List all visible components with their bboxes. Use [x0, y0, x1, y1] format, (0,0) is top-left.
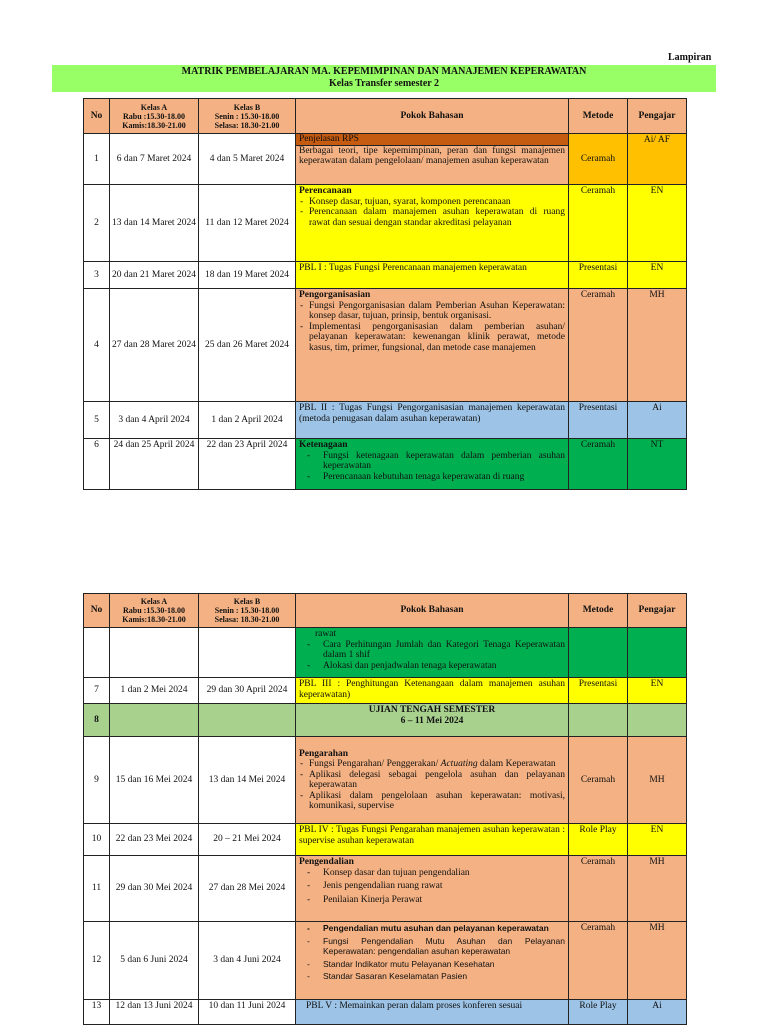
row-kelas-b — [199, 704, 296, 737]
list-item: - Aplikasi dalam pengelolaan asuhan keperawatan: motivasi, komunikasi, supervise — [307, 791, 565, 812]
schedule-table-page-2 — [83, 593, 687, 1025]
table-row — [84, 737, 687, 824]
kelas-b-time-1: Senin : 15.30-18.00 — [214, 606, 280, 615]
row-kelas-b: 29 dan 30 April 2024 — [199, 678, 296, 704]
row-no: 13 — [84, 1000, 110, 1025]
row-kelas-a: 20 dan 21 Maret 2024 — [110, 262, 199, 289]
kelas-a-time-1: Rabu :15.30-18.00 — [122, 606, 185, 615]
row-kelas-a: 15 dan 16 Mei 2024 — [110, 737, 199, 824]
schedule-table-page-1 — [83, 98, 687, 490]
row-no: 12 — [84, 922, 110, 1000]
row-pengajar: Ai — [628, 1000, 687, 1025]
row-metode: Presentasi — [569, 402, 628, 439]
row-pokok-bahasan — [296, 856, 569, 922]
row-pokok-bahasan — [296, 628, 569, 678]
row-no: 9 — [84, 737, 110, 824]
table-row — [84, 824, 687, 856]
row-kelas-b: 1 dan 2 April 2024 — [199, 402, 296, 439]
exam-date: 6 – 11 Mei 2024 — [400, 715, 464, 726]
row-kelas-a — [110, 628, 199, 678]
row-pokok-bahasan: PBL V : Memainkan peran dalam proses konferen sesuai — [296, 1000, 569, 1025]
list-item: - Alokasi dan penjadwalan tenaga keperawatan — [307, 661, 565, 672]
row-no: 10 — [84, 824, 110, 856]
topic-heading: Pengarahan — [299, 748, 349, 759]
list-item: - Perencanaan kebutuhan tenaga keperawatan di ruang — [307, 472, 565, 483]
row-no: 3 — [84, 262, 110, 289]
list-item: - Jenis pengendalian ruang rawat — [307, 881, 565, 892]
list-item: - Perencanaan dalam manajemen asuhan keperawatan di ruang rawat dan sesuai dengan standar akreditasi pelayanan — [307, 207, 565, 228]
row-pokok-bahasan — [296, 922, 569, 1000]
row-kelas-a: 13 dan 14 Maret 2024 — [110, 185, 199, 262]
row-pengajar: MH — [628, 922, 687, 1000]
header-pokok-bahasan: Pokok Bahasan — [296, 594, 569, 628]
row-pokok-bahasan — [296, 185, 569, 262]
row-metode: Ceramah — [569, 737, 628, 824]
row-metode: Role Play — [569, 824, 628, 856]
exam-title: UJIAN TENGAH SEMESTER — [368, 705, 496, 715]
header-metode: Metode — [569, 99, 628, 134]
list-item: - Fungsi ketenagaan keperawatan dalam pemberian asuhan keperawatan — [307, 451, 565, 472]
row-kelas-a: 5 dan 6 Juni 2024 — [110, 922, 199, 1000]
list-item: - Konsep dasar, tujuan, syarat, komponen perencanaan — [307, 197, 565, 208]
row-metode: Presentasi — [569, 262, 628, 289]
row-metode — [569, 628, 628, 678]
row-metode: Ceramah — [569, 922, 628, 1000]
kelas-a-time-1: Rabu :15.30-18.00 — [122, 111, 185, 121]
kelas-b-label: Kelas B — [233, 102, 261, 112]
table-row — [84, 439, 687, 490]
row-pokok-bahasan: PBL IV : Tugas Fungsi Pengarahan manajemen asuhan keperawatan : supervise asuhan keperawatan — [296, 824, 569, 856]
row-pengajar: MH — [628, 289, 687, 402]
topic-heading: Perencanaan — [299, 186, 352, 196]
list-item: - Aplikasi delegasi sebagai pengelola asuhan dan pelayanan keperawatan — [307, 770, 565, 791]
table-row — [84, 1000, 687, 1025]
topic-list — [299, 301, 565, 354]
table-row — [84, 628, 687, 678]
list-item: - Fungsi Pengorganisasian dalam Pemberian Asuhan Keperawatan: konsep dasar, tujuan, prinsip, bentuk organisasi. — [307, 301, 565, 322]
row-kelas-b — [199, 628, 296, 678]
topic-text: Berbagai teori, tipe kepemimpinan, peran dan fungsi manajemen keperawatan dalam pengelolaan/ manajemen asuhan keperawatan — [299, 145, 565, 166]
row-metode: Ceramah — [569, 289, 628, 402]
topic-list — [299, 197, 565, 229]
kelas-b-time-2: Selasa: 18.30-21.00 — [214, 120, 280, 130]
row-pengajar: EN — [628, 262, 687, 289]
title-line-1: MATRIK PEMBELAJARAN MA. KEPEMIMPINAN DAN MANAJEMEN KEPERAWATAN — [181, 66, 587, 77]
header-kelas-a — [110, 99, 199, 134]
row-metode: Ceramah — [569, 185, 628, 262]
row-kelas-a: 12 dan 13 Juni 2024 — [110, 1000, 199, 1025]
row-kelas-a: 24 dan 25 April 2024 — [110, 439, 199, 490]
topic-heading: Pengendalian — [299, 857, 354, 867]
table-row — [84, 856, 687, 922]
row-metode — [569, 704, 628, 737]
topic-heading: - Pengendalian mutu asuhan dan pelayanan keperawatan — [307, 923, 565, 934]
table-row — [84, 134, 687, 185]
row-no: 8 — [84, 704, 110, 737]
list-item: - Standar Sasaran Keselamatan Pasien — [307, 971, 565, 982]
row-pengajar: NT — [628, 439, 687, 490]
topic-list — [299, 640, 565, 672]
list-item-text: Fungsi Pengarahan/ Penggerakan/ — [309, 759, 441, 769]
list-item: - Konsep dasar dan tujuan pengendalian — [307, 868, 565, 879]
kelas-a-time-2: Kamis:18.30-21.00 — [122, 120, 186, 130]
topic-list — [299, 868, 565, 906]
kelas-b-time-2: Selasa: 18.30-21.00 — [214, 615, 280, 624]
list-item-italic: Actuating — [440, 759, 478, 769]
row-pengajar: EN — [628, 824, 687, 856]
list-item: - Cara Perhitungan Jumlah dan Kategori Tenaga Keperawatan dalam 1 shif — [307, 640, 565, 661]
rps-label: Penjelasan RPS — [296, 134, 568, 146]
row-exam — [296, 704, 569, 737]
row-no: 11 — [84, 856, 110, 922]
row-pengajar: EN — [628, 678, 687, 704]
row-pengajar: Ai/ AF — [628, 134, 687, 185]
row-metode: Presentasi — [569, 678, 628, 704]
row-kelas-b: 3 dan 4 Juni 2024 — [199, 922, 296, 1000]
row-kelas-a: 3 dan 4 April 2024 — [110, 402, 199, 439]
row-pengajar — [628, 704, 687, 737]
row-pengajar: EN — [628, 185, 687, 262]
table-header-row — [84, 99, 687, 134]
topic-list — [299, 923, 565, 982]
row-kelas-a: 6 dan 7 Maret 2024 — [110, 134, 199, 185]
row-pokok-bahasan — [296, 439, 569, 490]
header-metode: Metode — [569, 594, 628, 628]
row-metode: Ceramah — [569, 134, 628, 185]
list-item: - Fungsi Pengendalian Mutu Asuhan dan Pelayanan Keperawatan: pengendalian asuhan keperawatan — [307, 936, 565, 957]
table-row — [84, 678, 687, 704]
row-no: 2 — [84, 185, 110, 262]
header-pokok-bahasan: Pokok Bahasan — [296, 99, 569, 134]
table-row — [84, 185, 687, 262]
row-pokok-bahasan — [296, 737, 569, 824]
header-kelas-a — [110, 594, 199, 628]
topic-list — [299, 759, 565, 812]
topic-heading: Pengorganisasian — [299, 290, 371, 300]
row-pengajar: MH — [628, 737, 687, 824]
row-no: 6 — [84, 439, 110, 490]
header-pengajar: Pengajar — [628, 594, 687, 628]
header-no: No — [84, 594, 110, 628]
table-row — [84, 402, 687, 439]
lampiran-label: Lampiran — [668, 52, 712, 63]
row-kelas-b: 18 dan 19 Maret 2024 — [199, 262, 296, 289]
list-item — [307, 759, 565, 770]
row-kelas-b: 22 dan 23 April 2024 — [199, 439, 296, 490]
row-pengajar: MH — [628, 856, 687, 922]
row-kelas-a: 22 dan 23 Mei 2024 — [110, 824, 199, 856]
header-pengajar: Pengajar — [628, 99, 687, 134]
row-kelas-b: 13 dan 14 Mei 2024 — [199, 737, 296, 824]
row-pengajar: Ai — [628, 402, 687, 439]
header-no: No — [84, 99, 110, 134]
row-kelas-b: 10 dan 11 Juni 2024 — [199, 1000, 296, 1025]
row-pokok-bahasan — [296, 134, 569, 185]
table-row — [84, 262, 687, 289]
row-metode: Ceramah — [569, 856, 628, 922]
row-no: 7 — [84, 678, 110, 704]
row-kelas-a: 29 dan 30 Mei 2024 — [110, 856, 199, 922]
row-no — [84, 628, 110, 678]
list-item: - Penilaian Kinerja Perawat — [307, 895, 565, 906]
title-line-2: Kelas Transfer semester 2 — [328, 78, 440, 89]
kelas-b-time-1: Senin : 15.30-18.00 — [214, 111, 280, 121]
row-kelas-a — [110, 704, 199, 737]
row-pokok-bahasan — [296, 289, 569, 402]
row-kelas-b: 25 dan 26 Maret 2024 — [199, 289, 296, 402]
list-item: - Standar Indikator mutu Pelayanan Kesehatan — [307, 959, 565, 970]
row-pokok-bahasan: PBL I : Tugas Fungsi Perencanaan manajemen keperawatan — [296, 262, 569, 289]
list-item: - Implementasi pengorganisasian dalam pemberian asuhan/ pelayanan keperawatan: kewenangan klinik perawat, metode kasus, tim, primer, fungsional, dan metode case manajemen — [307, 322, 565, 354]
topic-list — [299, 451, 565, 483]
kelas-a-time-2: Kamis:18.30-21.00 — [122, 615, 186, 624]
row-no: 4 — [84, 289, 110, 402]
table-row — [84, 922, 687, 1000]
table-row — [84, 289, 687, 402]
row-kelas-a: 27 dan 28 Maret 2024 — [110, 289, 199, 402]
row-pokok-bahasan: PBL III : Penghitungan Ketenangaan dalam manajemen asuhan keperawatan) — [296, 678, 569, 704]
document-title — [52, 65, 716, 92]
table-row — [84, 704, 687, 737]
topic-heading: Ketenagaan — [299, 440, 348, 450]
header-kelas-b — [199, 99, 296, 134]
row-kelas-b: 4 dan 5 Maret 2024 — [199, 134, 296, 185]
topic-continuation: rawat — [315, 629, 337, 639]
row-pokok-bahasan: PBL II : Tugas Fungsi Pengorganisasian manajemen keperawatan (metoda penugasan dalam asuhan keperawatan) — [296, 402, 569, 439]
header-kelas-b — [199, 594, 296, 628]
row-kelas-a: 1 dan 2 Mei 2024 — [110, 678, 199, 704]
row-pengajar — [628, 628, 687, 678]
row-kelas-b: 27 dan 28 Mei 2024 — [199, 856, 296, 922]
kelas-a-label: Kelas A — [140, 597, 168, 606]
row-no: 5 — [84, 402, 110, 439]
row-metode: Ceramah — [569, 439, 628, 490]
row-kelas-b: 11 dan 12 Maret 2024 — [199, 185, 296, 262]
kelas-b-label: Kelas B — [233, 597, 261, 606]
row-metode: Role Play — [569, 1000, 628, 1025]
table-header-row — [84, 594, 687, 628]
row-no: 1 — [84, 134, 110, 185]
kelas-a-label: Kelas A — [140, 102, 168, 112]
list-item-text: dalam Keperawatan — [477, 759, 556, 769]
row-kelas-b: 20 – 21 Mei 2024 — [199, 824, 296, 856]
